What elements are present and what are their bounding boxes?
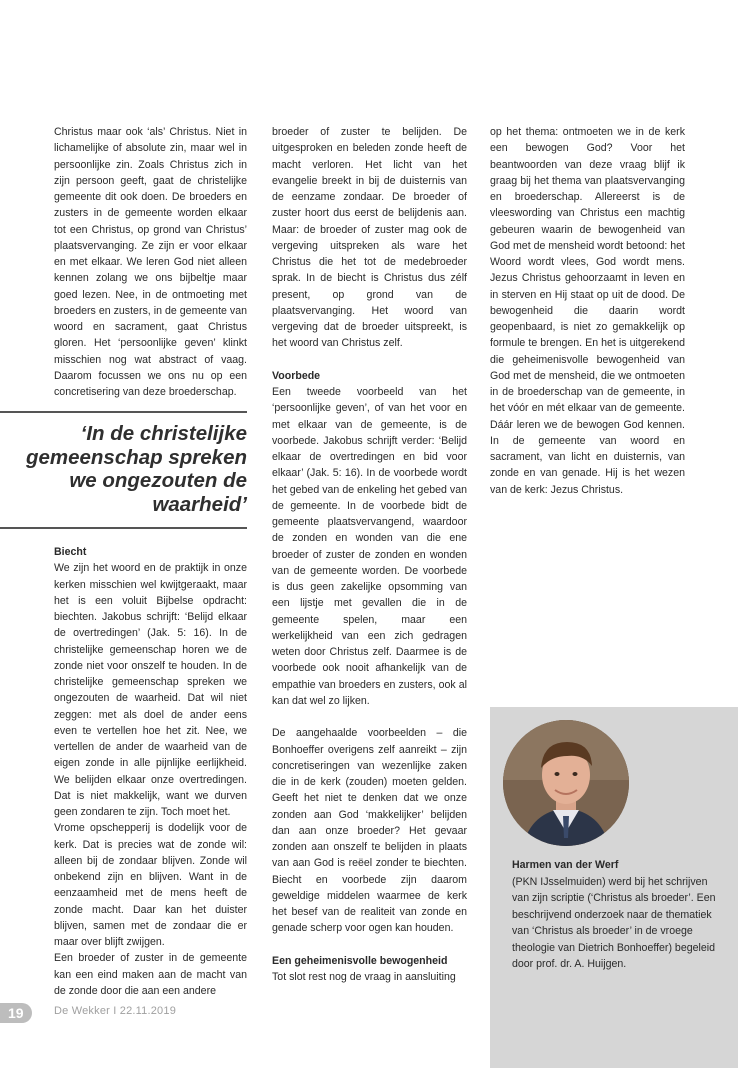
page-number: 19 <box>0 1003 32 1023</box>
paragraph: De aangehaalde voorbeelden – die Bonhoeffer overigens zelf aanreikt – zijn concretiseringen van wezenlijke zaken die in de kerk (zouden) moeten gelden. Geeft het niet te denken dat we onze zonden aan God ‘makkelijker’ belijden dan aan onze broeder? Het gevaar zonden aan onszelf te belijden in plaats van aan God is reëel zonder te biechten. Biecht en voorbede zijn daarom geweldige middelen waarmee de kerk het besef van de realiteit van zonde en genade scherp voor ogen kan houden. <box>272 727 467 935</box>
section-heading-bewogenheid: Een geheimenisvolle bewogenheid <box>272 954 448 967</box>
paragraph: Vrome opschepperij is dodelijk voor de kerk. Dat is precies wat de zonde wil: alleen bij de zondaar blijven. Zonde wil onbekend zijn en blijven. Want in de eenzaamheid met de mens heeft de zonde macht. Daar kan het duister blijven, samen met de zondaar die er maar over blijft zwijgen. <box>54 822 247 948</box>
paragraph: broeder of zuster te belijden. De uitgesproken en beleden zonde heeft de macht verloren. Het licht van het evangelie breekt in bij de duisternis van de eenzame zondaar. De broeder of zuster hoort dus eerst de belijdenis aan. Maar: de broeder of zuster mag ook de vergeving uitspreken als ware het Christus die het tot de medebroeder sprak. In de biecht is Christus dus zélf present, op grond van de plaatsvervanging. Het woord van vergeving dat de broeder uitspreekt, is het woord van Christus zelf. <box>272 126 467 350</box>
paragraph: Christus maar ook ‘als’ Christus. Niet in lichamelijke of absolute zin, maar wel in persoonlijke zin. Zoals Christus zich in zijn persoon geeft, gaat de christelijke gemeente dit ook doen. De broeders en zusters in de gemeente worden elkaar tot een Christus, op grond van Christus’ plaatsvervanging. Ze zijn er voor elkaar en met elkaar. We leren God niet alleen kennen zolang we ons bijbeltje maar goed lezen. Nee, in de ontmoeting met broeders en zusters, in de gemeente van woord en sacrament, gaat Christus gloren. Het ‘persoonlijke geven’ klinkt misschien nog wat abstract of vaag. Daarom focussen we ons nu op een concretisering van deze broederschap. <box>54 126 247 398</box>
footer-publication: De Wekker I 22.11.2019 <box>54 1005 177 1017</box>
paragraph: Tot slot rest nog de vraag in aansluiting <box>272 971 456 983</box>
column-2 <box>272 124 467 985</box>
author-photo <box>503 720 629 846</box>
section-heading-biecht: Biecht <box>54 546 87 558</box>
pull-quote <box>0 411 247 529</box>
author-description: (PKN IJsselmuiden) werd bij het schrijven van zijn scriptie (‘Christus als broeder’. Een beschrijvend onderzoek naar de thematiek van ‘Christus als broeder’ in de vroege theologie van Dietrich Bonhoeffer) begeleid door prof. dr. A. Huijgen. <box>512 875 716 970</box>
paragraph: Een tweede voorbeeld van het ‘persoonlijke geven’, of van het voor en met elkaar van de gemeente, is de voorbede. Jakobus schrijft verder: ‘Belijd elkaar de overtredingen en bid voor elkaar’ (Jak. 5: 16). In de voorbede wordt het gebed van de enkeling het gebed van de gemeente. In de voorbede bidt de gemeente plaatsvervangend, waardoor de zonden en wonden van die ene broeder of zuster de zonden en wonden van de gemeente worden. De voorbede is dus geen zakelijke opsomming van een lijstje met gevallen die in de gemeente spelen, maar een werkelijkheid van een zich gedragen weten door Christus zelf. Daarmee is de voorbede ook nooit afhankelijk van de empathie van broeders en zusters, ook al kan dat wel zo lijken. <box>272 386 467 707</box>
author-bio <box>512 857 717 973</box>
paragraph: Een broeder of zuster in de gemeente kan een eind maken aan de macht van de zonde door die aan een andere <box>54 952 247 997</box>
author-name: Harmen van der Werf <box>512 859 619 871</box>
section-heading-voorbede: Voorbede <box>272 369 321 382</box>
column-1-top <box>54 124 247 400</box>
column-1-bottom <box>54 544 247 999</box>
pull-quote-text: ‘In de christelijke gemeenschap spreken we ongezouten de waarheid’ <box>25 422 247 516</box>
paragraph: op het thema: ontmoeten we in de kerk een bewogen God? Voor het beantwoorden van deze vraag blijf ik graag bij het thema van plaatsvervanging en broederschap. Allereerst is de vleeswording van Christus een machtig gebeuren waarin de bewogenheid van God met de mensheid wordt betoond: het Woord wordt vlees, God wordt mens. Jezus Christus gehoorzaamt in leven en in sterven en Hij staat op uit de dood. De bewogenheid die daarin wordt geopenbaard, is niet zo gemakkelijk op formule te brengen. En het is uitgerekend die geheimenisvolle bewogenheid van God met de mensheid, die we ontmoeten in de broederschap van de gemeente, in het vóór en mét elkaar van de gemeente. Dáár leren we de bewogen God kennen. In de gemeente van woord en sacrament, van licht en duisternis, van zonde en van genade. Hij is het wezen van de kerk: Jezus Christus. <box>490 126 685 496</box>
column-3 <box>490 124 685 498</box>
paragraph: We zijn het woord en de praktijk in onze kerken misschien wel kwijtgeraakt, maar het is een voluit Bijbelse opdracht: biechten. Jakobus schrijft: ‘Belijd elkaar de overtredingen’ (Jak. 5: 16). In de christelijke gemeenschap horen we de zonde niet voor onszelf te houden. In de christelijke gemeenschap spreken we ongezouten de waarheid. Dat wil niet zeggen: met als doel de ander eens even te vertellen hoe het zit. Nee, we vertellen de ander de waarheid van de eigen zonde in alle pijnlijke eerlijkheid. We belijden elkaar onze overtredingen. Dat is niet makkelijk, want we durven geen zondaren te zijn. Toch moet het. <box>54 562 247 818</box>
